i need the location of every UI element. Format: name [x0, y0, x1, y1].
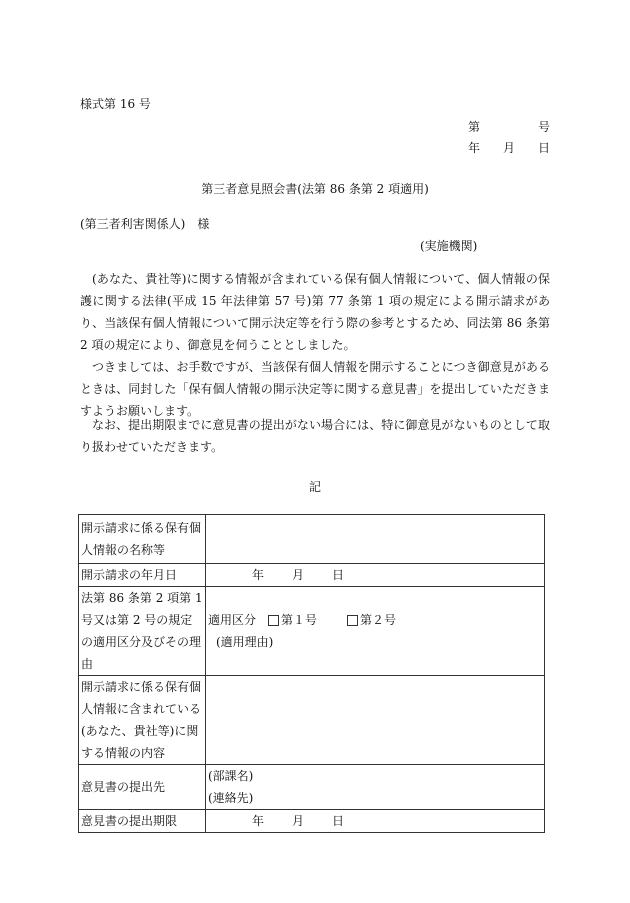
doc-date-year: 年 [468, 141, 481, 155]
request-date-field[interactable] [206, 564, 545, 587]
document-title: 第三者意見照会書(法第 86 条第 2 項適用) [201, 182, 429, 196]
row-label-deadline: 意見書の提出期限 [79, 810, 206, 833]
contact-label: (連絡先) [208, 791, 254, 805]
category-label: 適用区分 [208, 613, 257, 627]
info-name-field[interactable] [206, 515, 545, 564]
request-date-year: 年 [252, 568, 265, 582]
deadline-month: 月 [292, 814, 305, 828]
row-label-submission-destination: 意見書の提出先 [79, 765, 206, 810]
deadline-year: 年 [252, 814, 265, 828]
row-label-info-content: 開示請求に係る保有個人情報に含まれている(あなた、貴社等)に関する情報の内容 [79, 676, 206, 765]
submission-destination-field[interactable] [206, 765, 545, 810]
category-reason: (適用理由) [216, 635, 274, 649]
doc-number-suffix: 号 [537, 120, 550, 134]
option-2-label: 第２号 [360, 613, 397, 627]
row-label-category: 法第 86 条第 2 項第 1 号又は第 2 号の規定の適用区分及びその理由 [79, 587, 206, 676]
body-paragraph-3: なお、提出期限までに意見書の提出がない場合には、特に御意見がないものとして取り扱わせていただきます。 [80, 418, 550, 454]
addressee: (第三者利害関係人) 様 [80, 217, 210, 231]
sender-organization: (実施機関) [420, 239, 478, 253]
table-row [79, 810, 545, 833]
request-date-day: 日 [332, 568, 345, 582]
doc-date-day: 日 [537, 141, 550, 155]
body-paragraph-1: (あなた、貴社等)に関する情報が含まれている保有個人情報について、個人情報の保護に関する法律(平成 15 年法律第 57 号)第 77 条第 1 項の規定による開示請求があり、当該保有個人情報について開示決定等を行う際の参考とするため、同法第 86 条第 2 項の規定により、御意見を伺うこととしました。 [80, 272, 550, 352]
doc-date-month: 月 [502, 141, 515, 155]
info-content-field[interactable] [206, 676, 545, 765]
table-row [79, 564, 545, 587]
deadline-day: 日 [332, 814, 345, 828]
document-number [468, 118, 550, 135]
table-row [79, 515, 545, 564]
table-row [79, 676, 545, 765]
deadline-field[interactable] [206, 810, 545, 833]
department-label: (部課名) [208, 769, 254, 783]
info-table [78, 514, 545, 833]
doc-number-prefix: 第 [468, 120, 481, 134]
option-1-label: 第１号 [281, 613, 318, 627]
document-date [468, 139, 550, 156]
table-row [79, 765, 545, 810]
category-field [206, 587, 545, 676]
row-label-request-date: 開示請求の年月日 [79, 564, 206, 587]
table-row [79, 587, 545, 676]
request-date-month: 月 [292, 568, 305, 582]
body-paragraph-2: つきましては、お手数ですが、当該保有個人情報を開示することにつき御意見があるときは、同封した「保有個人情報の開示決定等に関する意見書」を提出していただきますようお願いします。 [80, 360, 550, 418]
option-2-checkbox[interactable] [347, 615, 358, 626]
option-1-checkbox[interactable] [268, 615, 279, 626]
row-label-info-name: 開示請求に係る保有個人情報の名称等 [79, 515, 206, 564]
form-number: 様式第 16 号 [80, 97, 151, 111]
ki-heading: 記 [308, 480, 321, 494]
